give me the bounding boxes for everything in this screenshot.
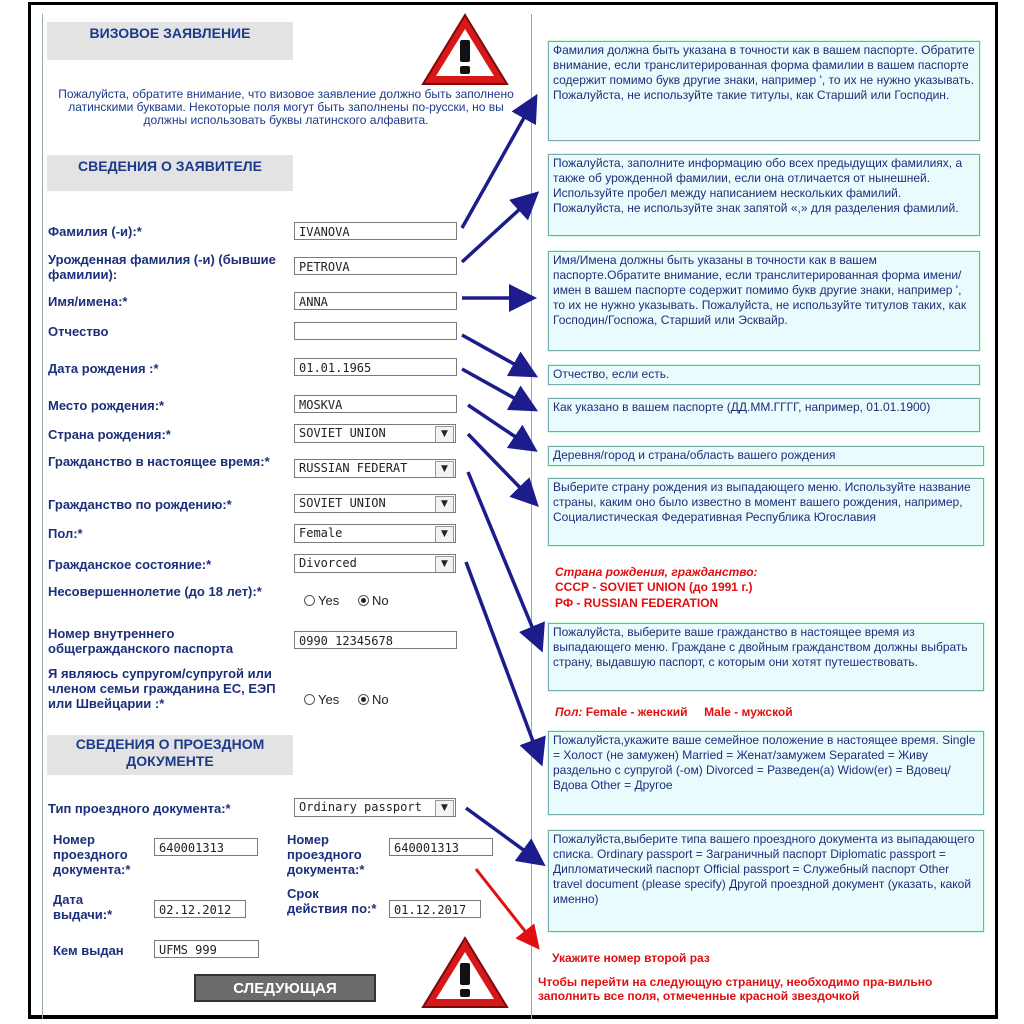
issued-by-input[interactable]: UFMS 999	[154, 940, 259, 958]
minor-label: Несовершеннолетие (до 18 лет):*	[48, 584, 262, 599]
doc-number-repeat-label: Номер проездного документа:*	[287, 832, 365, 877]
birth-surname-input[interactable]: PETROVA	[294, 257, 457, 275]
minor-no-label: No	[372, 593, 389, 608]
doc-type-label: Тип проездного документа:*	[48, 801, 231, 816]
note-surname: Фамилия должна быть указана в точности как в вашем паспорте. Обратите внимание, если транслитерированная форма фамилии в вашем паспорте содержит помимо букв другие знаки, например ', то их не нужно указывать. Пожалуйста, не используйте такие титулы, как Старший или Господин.	[548, 41, 980, 141]
surname-label: Фамилия (-и):*	[48, 224, 142, 239]
birth-place-label: Место рождения:*	[48, 398, 165, 413]
latin-letters-notice: Пожалуйста, обратите внимание, что визовое заявление должно быть заполнено латинскими буквами. Некоторые поля могут быть заполнены по-русски, но вы должны использовать буквы латинского алфавита.	[58, 87, 514, 127]
birth-citizenship-value: SOVIET UNION	[299, 496, 386, 510]
birth-country-value: SOVIET UNION	[299, 426, 386, 440]
arrow-repeat-number	[476, 869, 536, 945]
internal-passport-input[interactable]: 0990 12345678	[294, 631, 457, 649]
current-citizenship-label: Гражданство в настоящее время:*	[48, 454, 270, 469]
dropdown-arrow-icon[interactable]: ▼	[435, 461, 454, 478]
repeat-number-red-note: Укажите номер второй раз	[552, 951, 710, 965]
sex-label: Пол:*	[48, 526, 83, 541]
note-first-name: Имя/Имена должны быть указаны в точности как в вашем паспорте.Обратите внимание, если транслитерированная форма имени/имен в вашем паспорте содержит помимо букв другие знаки, например ', то их не нужно указывать. Пожалуйста, не используйте титулов таких, как Господин/Госпожа, Старший или Эсквайр.	[548, 251, 980, 351]
birth-surname-label: Урожденная фамилия (-и) (бывшие фамилии):	[48, 252, 276, 282]
note-birth-place: Деревня/город и страна/область вашего рождения	[548, 446, 984, 466]
applicant-section-title: СВЕДЕНИЯ О ЗАЯВИТЕЛЕ	[47, 155, 293, 191]
arrow-surname	[462, 100, 534, 228]
birth-citizenship-label: Гражданство по рождению:*	[48, 497, 232, 512]
doc-number-repeat-input[interactable]: 640001313	[389, 838, 493, 856]
dropdown-arrow-icon[interactable]: ▼	[435, 496, 454, 513]
eu-spouse-no-label: No	[372, 692, 389, 707]
footer-red-note: Чтобы перейти на следующую страницу, необходимо пра-вильно заполнить все поля, отмеченные красной звездочкой	[538, 975, 933, 1003]
issue-date-input[interactable]: 02.12.2012	[154, 900, 246, 918]
doc-number-label: Номер проездного документа:*	[53, 832, 131, 877]
eu-spouse-yes-label: Yes	[318, 692, 340, 707]
birth-place-input[interactable]: MOSKVA	[294, 395, 457, 413]
internal-passport-label: Номер внутреннего общегражданского паспорта	[48, 626, 234, 656]
surname-input[interactable]: IVANOVA	[294, 222, 457, 240]
note-patronymic: Отчество, если есть.	[548, 365, 980, 385]
note-birth-date: Как указано в вашем паспорте (ДД.ММ.ГГГГ, например, 01.01.1900)	[548, 398, 980, 432]
first-name-label: Имя/имена:*	[48, 294, 128, 309]
form-title: ВИЗОВОЕ ЗАЯВЛЕНИЕ	[47, 22, 293, 60]
note-doc-type: Пожалуйста,выберите типа вашего проездного документа из выпадающего списка. Ordinary passport = Заграничный паспорт Diplomatic passport = Дипломатический паспорт Official passport = Служебный паспорт Other travel document (please specify) Другой проездной документ (указать, какой именно)	[548, 830, 984, 932]
birth-date-input[interactable]: 01.01.1965	[294, 358, 457, 376]
birth-country-label: Страна рождения:*	[48, 427, 171, 442]
patronymic-label: Отчество	[48, 324, 109, 339]
arrow-birth-date	[462, 369, 532, 408]
dropdown-arrow-icon[interactable]: ▼	[435, 556, 454, 573]
minor-yes-label: Yes	[318, 593, 340, 608]
sex-red-text: Female - женский Male - мужской	[585, 705, 793, 719]
current-citizenship-value: RUSSIAN FEDERAT	[299, 461, 408, 475]
birth-date-label: Дата рождения :*	[48, 361, 159, 376]
arrow-marital-status	[466, 562, 540, 760]
arrow-doc-type	[466, 808, 540, 862]
next-button[interactable]: СЛЕДУЮЩАЯ	[194, 974, 376, 1002]
sex-value: Female	[299, 526, 343, 540]
note-marital-status: Пожалуйста,укажите ваше семейное положение в настоящее время. Single = Холост (не замужен) Married = Женат/замужем Separated = Живу раздельно с супругой (-ом) Divorced = Разведен(а) Widow(er) = Вдовец/Вдова Other = Другое	[548, 731, 984, 815]
marital-status-label: Гражданское состояние:*	[48, 557, 212, 572]
note-current-citizenship: Пожалуйста, выберите ваше гражданство в настоящее время из выпадающего меню. Граждане с двойным гражданством должны выбрать страну, выдавшую паспорт, с которым они хотят путешествовать.	[548, 623, 984, 691]
citizenship-red-line2: РФ - RUSSIAN FEDERATION	[555, 596, 719, 610]
citizenship-red-title: Страна рождения, гражданство:	[555, 565, 758, 579]
first-name-input[interactable]: ANNA	[294, 292, 457, 310]
citizenship-red-line1: СССР - SOVIET UNION (до 1991 г.)	[555, 580, 753, 594]
eu-spouse-label: Я являюсь супругом/супругой или членом семьи гражданина ЕС, ЕЭП или Швейцарии :*	[48, 666, 276, 711]
dropdown-arrow-icon[interactable]: ▼	[435, 800, 454, 817]
doc-type-value: Ordinary passport	[299, 800, 422, 814]
issued-by-label: Кем выдан	[53, 943, 124, 958]
note-birth-country: Выберите страну рождения из выпадающего меню. Используйте название страны, каким оно было известно в момент вашего рождения, например, Социалистическая Федеративная Республика Югославия	[548, 478, 984, 546]
dropdown-arrow-icon[interactable]: ▼	[435, 426, 454, 443]
arrow-patronymic	[462, 335, 532, 374]
issue-date-label: Дата выдачи:*	[53, 892, 113, 922]
expiry-date-label: Срок действия по:*	[287, 886, 377, 916]
note-birth-surname: Пожалуйста, заполните информацию обо всех предыдущих фамилиях, а также об урожденной фамилии, если она отличается от нынешней. Используйте пробел между написанием нескольких фамилий. Пожалуйста, не используйте знак запятой «,» для разделения фамилий.	[548, 154, 980, 236]
marital-status-value: Divorced	[299, 556, 357, 570]
document-section-title: СВЕДЕНИЯ О ПРОЕЗДНОМ ДОКУМЕНТЕ	[47, 735, 293, 775]
doc-number-input[interactable]: 640001313	[154, 838, 258, 856]
sex-red-label: Пол:	[555, 705, 583, 719]
dropdown-arrow-icon[interactable]: ▼	[435, 526, 454, 543]
expiry-date-input[interactable]: 01.12.2017	[389, 900, 481, 918]
